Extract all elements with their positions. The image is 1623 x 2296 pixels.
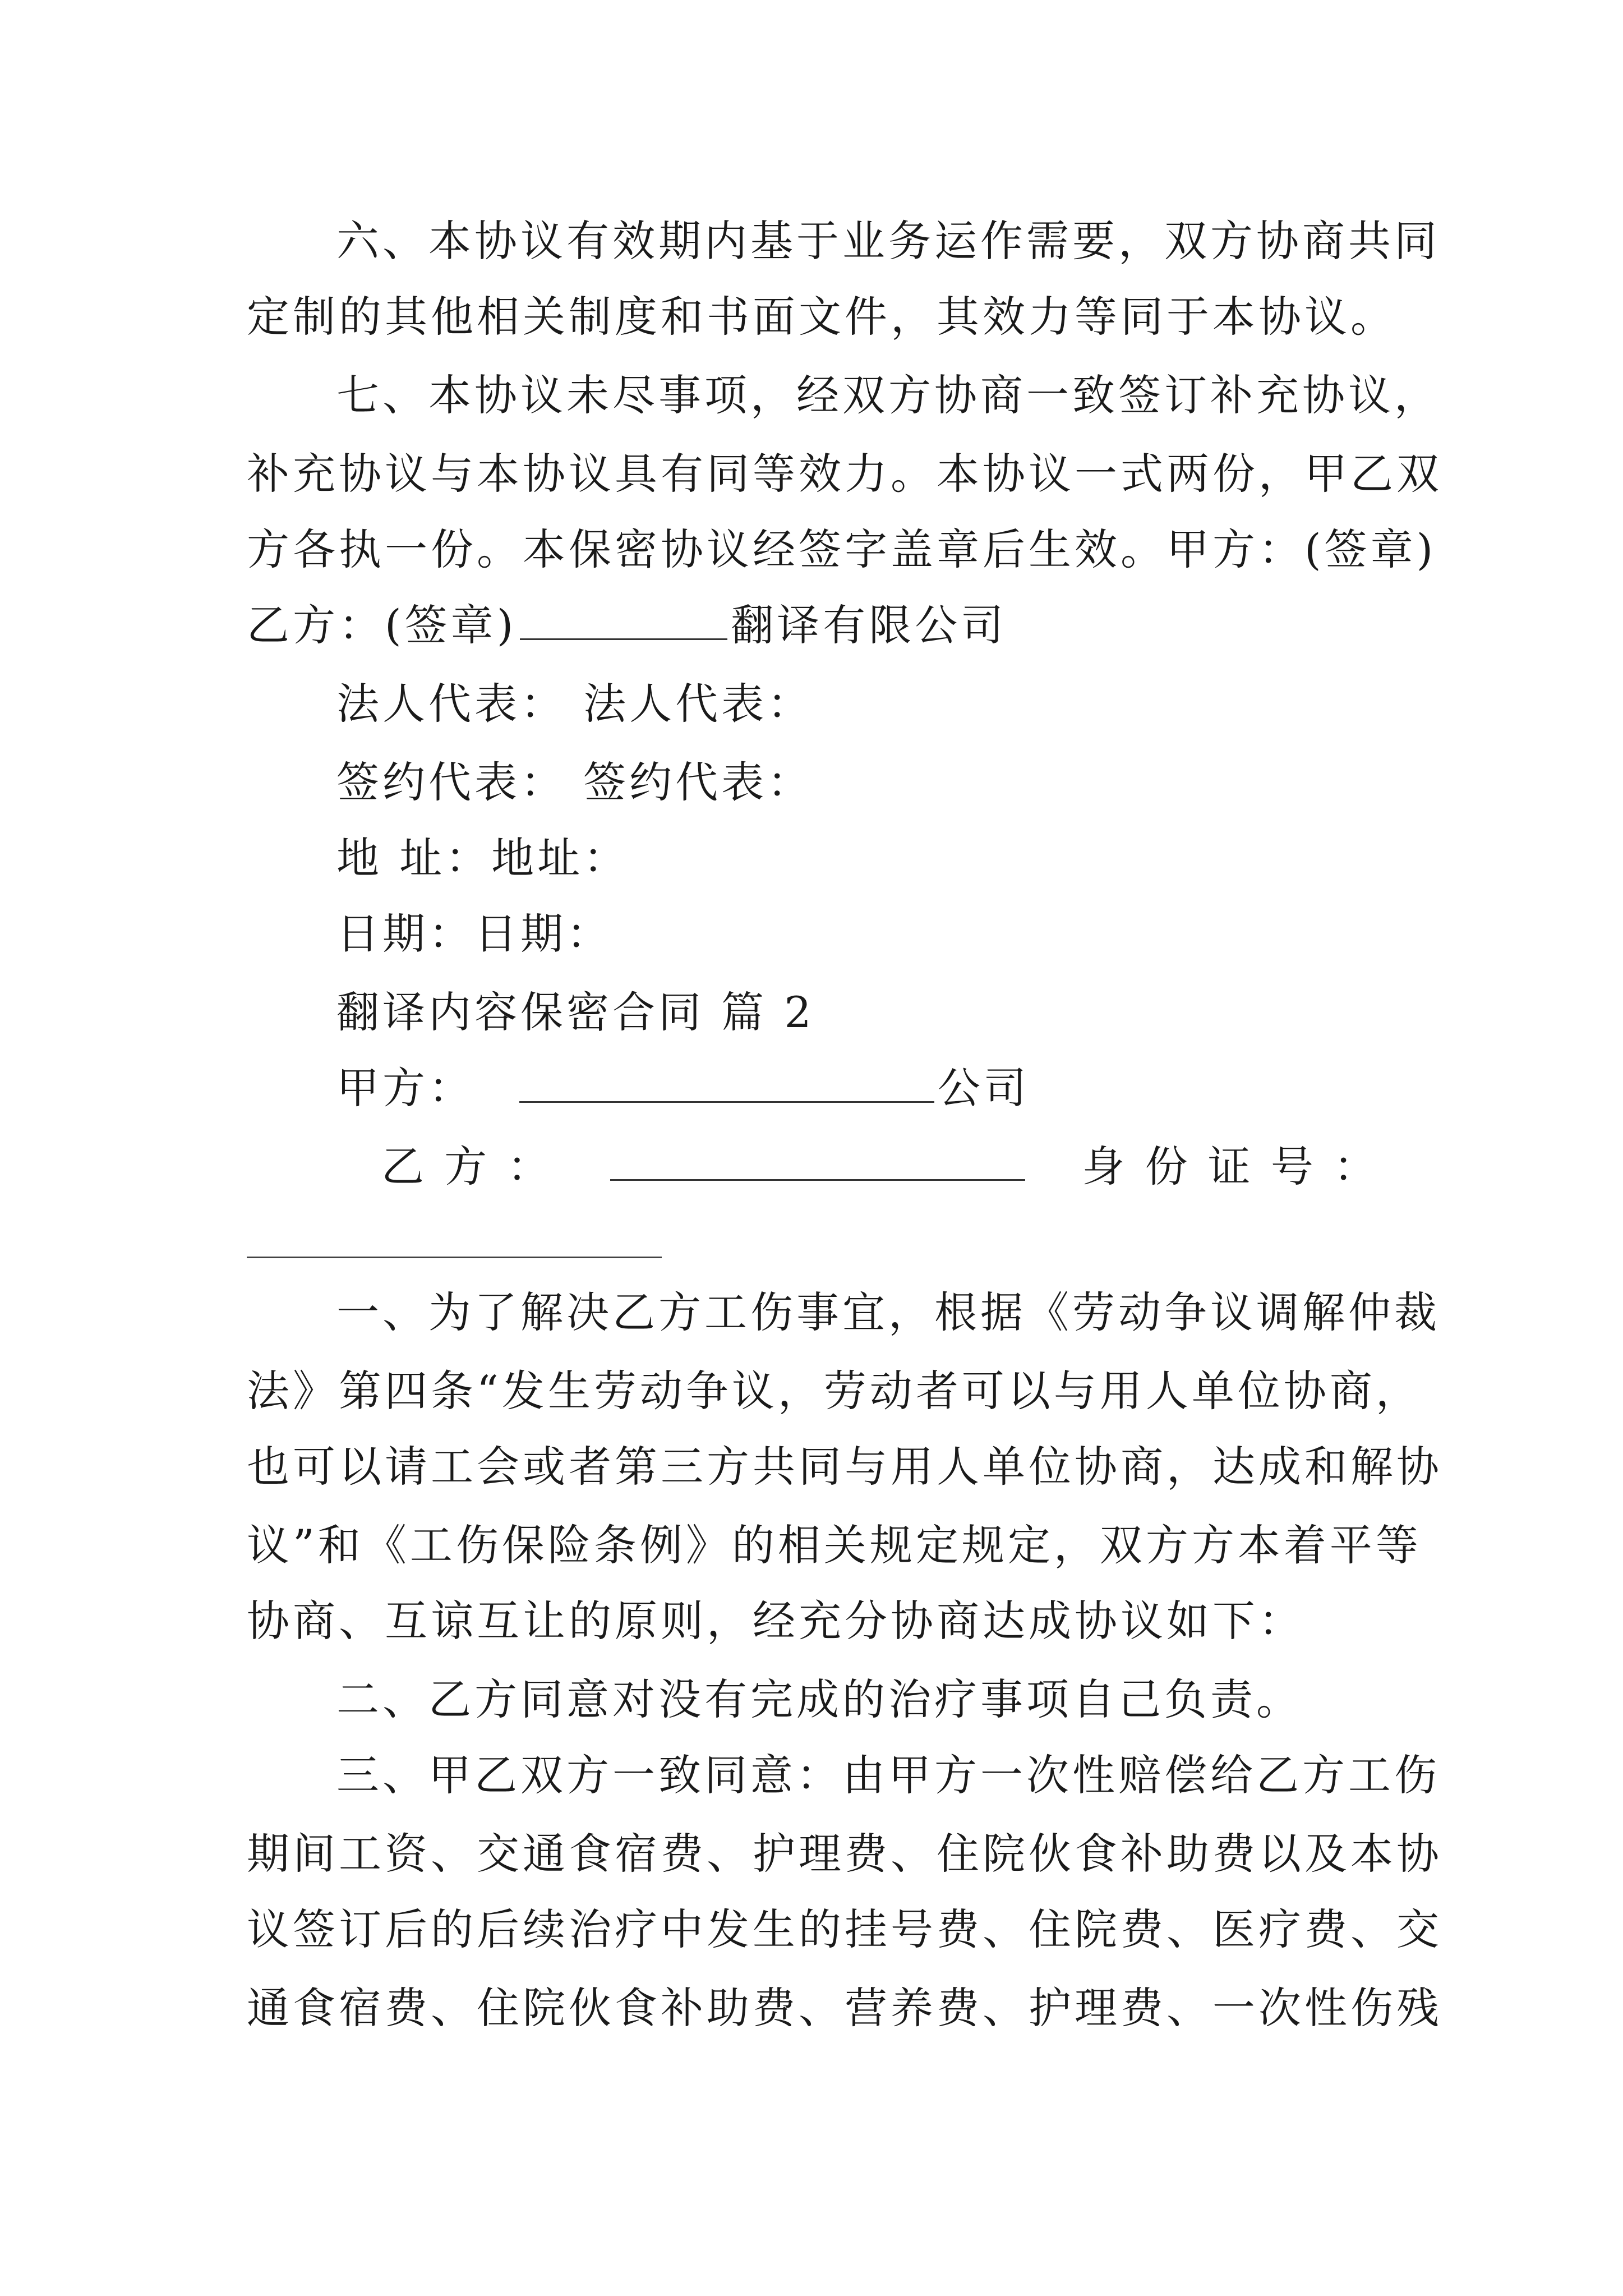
party-a-company-suffix: 公司 <box>938 1063 1030 1113</box>
date-line: 日期：日期： <box>336 909 612 959</box>
clause-1-line-2: 法》第四条“发生劳动争议，劳动者可以与用人单位协商， <box>247 1366 1422 1416</box>
id-number-label: 身 份 证 号 ： <box>1082 1142 1380 1191</box>
paragraph-7-line-2: 补充协议与本协议具有同等效力。本协议一式两份，甲乙双 <box>247 449 1442 499</box>
clause-3-line-1: 三、甲乙双方一致同意：由甲方一次性赔偿给乙方工伤 <box>336 1750 1440 1800</box>
address-line: 地 址：地址： <box>336 833 630 883</box>
clause-1-line-5: 协商、互谅互让的原则，经充分协商达成协议如下： <box>247 1596 1304 1646</box>
party-b-signature-label: 乙方：(签章) <box>247 600 517 650</box>
paragraph-7-line-3: 方各执一份。本保密协议经签字盖章后生效。甲方：(签章) <box>247 524 1437 574</box>
company-name-blank <box>520 598 727 640</box>
clause-1-line-3: 也可以请工会或者第三方共同与用人单位协商，达成和解协 <box>247 1442 1442 1492</box>
party-a-line <box>336 1060 1469 1116</box>
contract-heading: 翻译内容保密合同 篇 2 <box>336 987 815 1037</box>
legal-representative-line: 法人代表： 法人代表： <box>336 679 814 729</box>
paragraph-7-line-1: 七、本协议未尽事项，经双方协商一致签订补充协议， <box>336 370 1440 420</box>
signing-representative-line: 签约代表： 签约代表： <box>336 757 814 807</box>
paragraph-6-line-2: 定制的其他相关制度和书面文件，其效力等同于本协议。 <box>247 292 1396 342</box>
paragraph-6-line-1: 六、本协议有效期内基于业务运作需要，双方协商共同 <box>336 216 1440 266</box>
clause-3-line-4: 通食宿费、住院伙食补助费、营养费、护理费、一次性伤残 <box>247 1983 1442 2033</box>
party-b-signature-line <box>247 597 1380 654</box>
translation-company-label: 翻译有限公司 <box>731 600 1007 650</box>
id-number-blank <box>247 1257 662 1258</box>
clause-3-line-2: 期间工资、交通食宿费、护理费、住院伙食补助费以及本协 <box>247 1829 1442 1879</box>
clause-1-line-4: 议”和《工伤保险条例》的相关规定规定，双方方本着平等 <box>247 1520 1422 1570</box>
party-b-id-line <box>381 1139 1380 1195</box>
party-b-blank <box>610 1139 1025 1181</box>
clause-1-line-1: 一、为了解决乙方工伤事宜，根据《劳动争议调解仲裁 <box>336 1287 1440 1337</box>
party-a-label: 甲方： <box>336 1063 474 1113</box>
party-b-label: 乙 方 ： <box>381 1142 554 1191</box>
party-a-blank <box>519 1061 934 1103</box>
clause-2-line-1: 二、乙方同意对没有完成的治疗事项自己负责。 <box>336 1674 1302 1724</box>
clause-3-line-3: 议签订后的后续治疗中发生的挂号费、住院费、医疗费、交 <box>247 1904 1442 1954</box>
